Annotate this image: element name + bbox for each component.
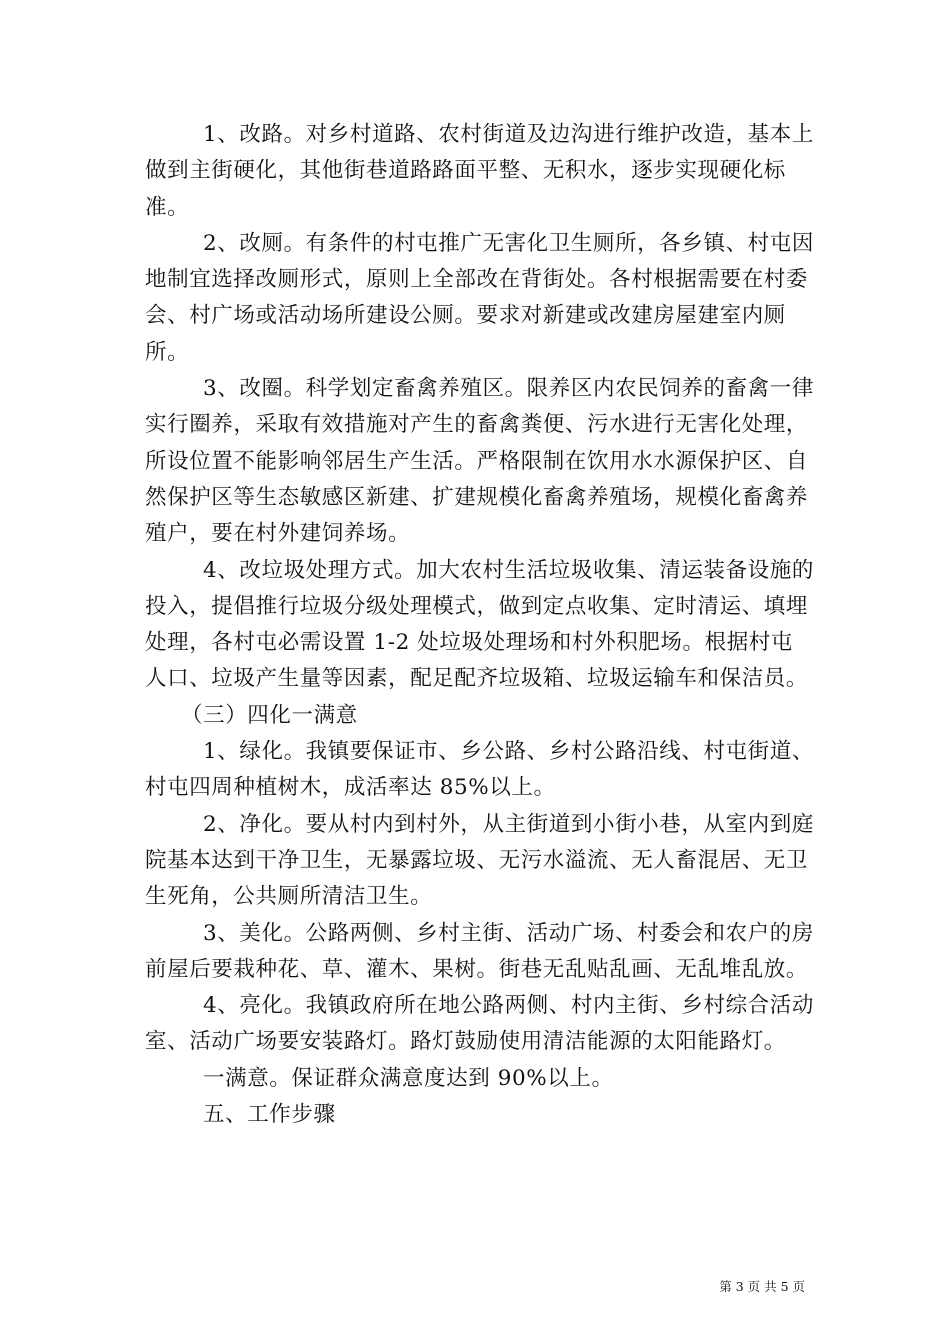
paragraph-road: 1、改路。对乡村道路、农村街道及边沟进行维护改造，基本上做到主街硬化，其他街巷道路路面平整、无积水，逐步实现硬化标准。 bbox=[145, 122, 814, 220]
paragraph-toilet: 2、改厕。有条件的村屯推广无害化卫生厕所，各乡镇、村屯因地制宜选择改厕形式，原则上全部改在背街处。各村根据需要在村委会、村广场或活动场所建设公厕。要求对新建或改建房屋建室内厕所。 bbox=[145, 230, 814, 365]
paragraph-lighting: 4、亮化。我镇政府所在地公路两侧、村内主街、乡村综合活动室、活动广场要安装路灯。路灯鼓励使用清洁能源的太阳能路灯。 bbox=[145, 993, 814, 1055]
paragraph-satisfaction: 一满意。保证群众满意度达到 90%以上。 bbox=[203, 1065, 614, 1091]
section-heading-four-one: （三）四化一满意 bbox=[181, 702, 358, 728]
section-heading-work-steps: 五、工作步骤 bbox=[203, 1102, 336, 1128]
paragraph-beautifying: 3、美化。公路两侧、乡村主街、活动广场、村委会和农户的房前屋后要栽种花、草、灌木、果树。街巷无乱贴乱画、无乱堆乱放。 bbox=[145, 920, 814, 982]
paragraph-pen: 3、改圈。科学划定畜禽养殖区。限养区内农民饲养的畜禽一律实行圈养，采取有效措施对产生的畜禽粪便、污水进行无害化处理，所设位置不能影响邻居生产生活。严格限制在饮用水水源保护区、自然保护区等生态敏感区新建、扩建规模化畜禽养殖场，规模化畜禽养殖户，要在村外建饲养场。 bbox=[145, 376, 814, 547]
document-body bbox=[145, 117, 815, 1133]
paragraph-garbage: 4、改垃圾处理方式。加大农村生活垃圾收集、清运装备设施的投入，提倡推行垃圾分级处理模式，做到定点收集、定时清运、填埋处理，各村屯必需设置 1-2 处垃圾处理场和村外积肥场。根据村屯人口、垃圾产生量等因素，配足配齐垃圾箱、垃圾运输车和保洁员。 bbox=[145, 557, 814, 692]
paragraph-greening: 1、绿化。我镇要保证市、乡公路、乡村公路沿线、村屯街道、村屯四周种植树木，成活率达 85%以上。 bbox=[145, 739, 814, 801]
paragraph-cleaning: 2、净化。要从村内到村外，从主街道到小街小巷，从室内到庭院基本达到干净卫生，无暴露垃圾、无污水溢流、无人畜混居、无卫生死角，公共厕所清洁卫生。 bbox=[145, 811, 814, 910]
page-number-footer: 第 3 页 共 5 页 bbox=[719, 1279, 805, 1294]
